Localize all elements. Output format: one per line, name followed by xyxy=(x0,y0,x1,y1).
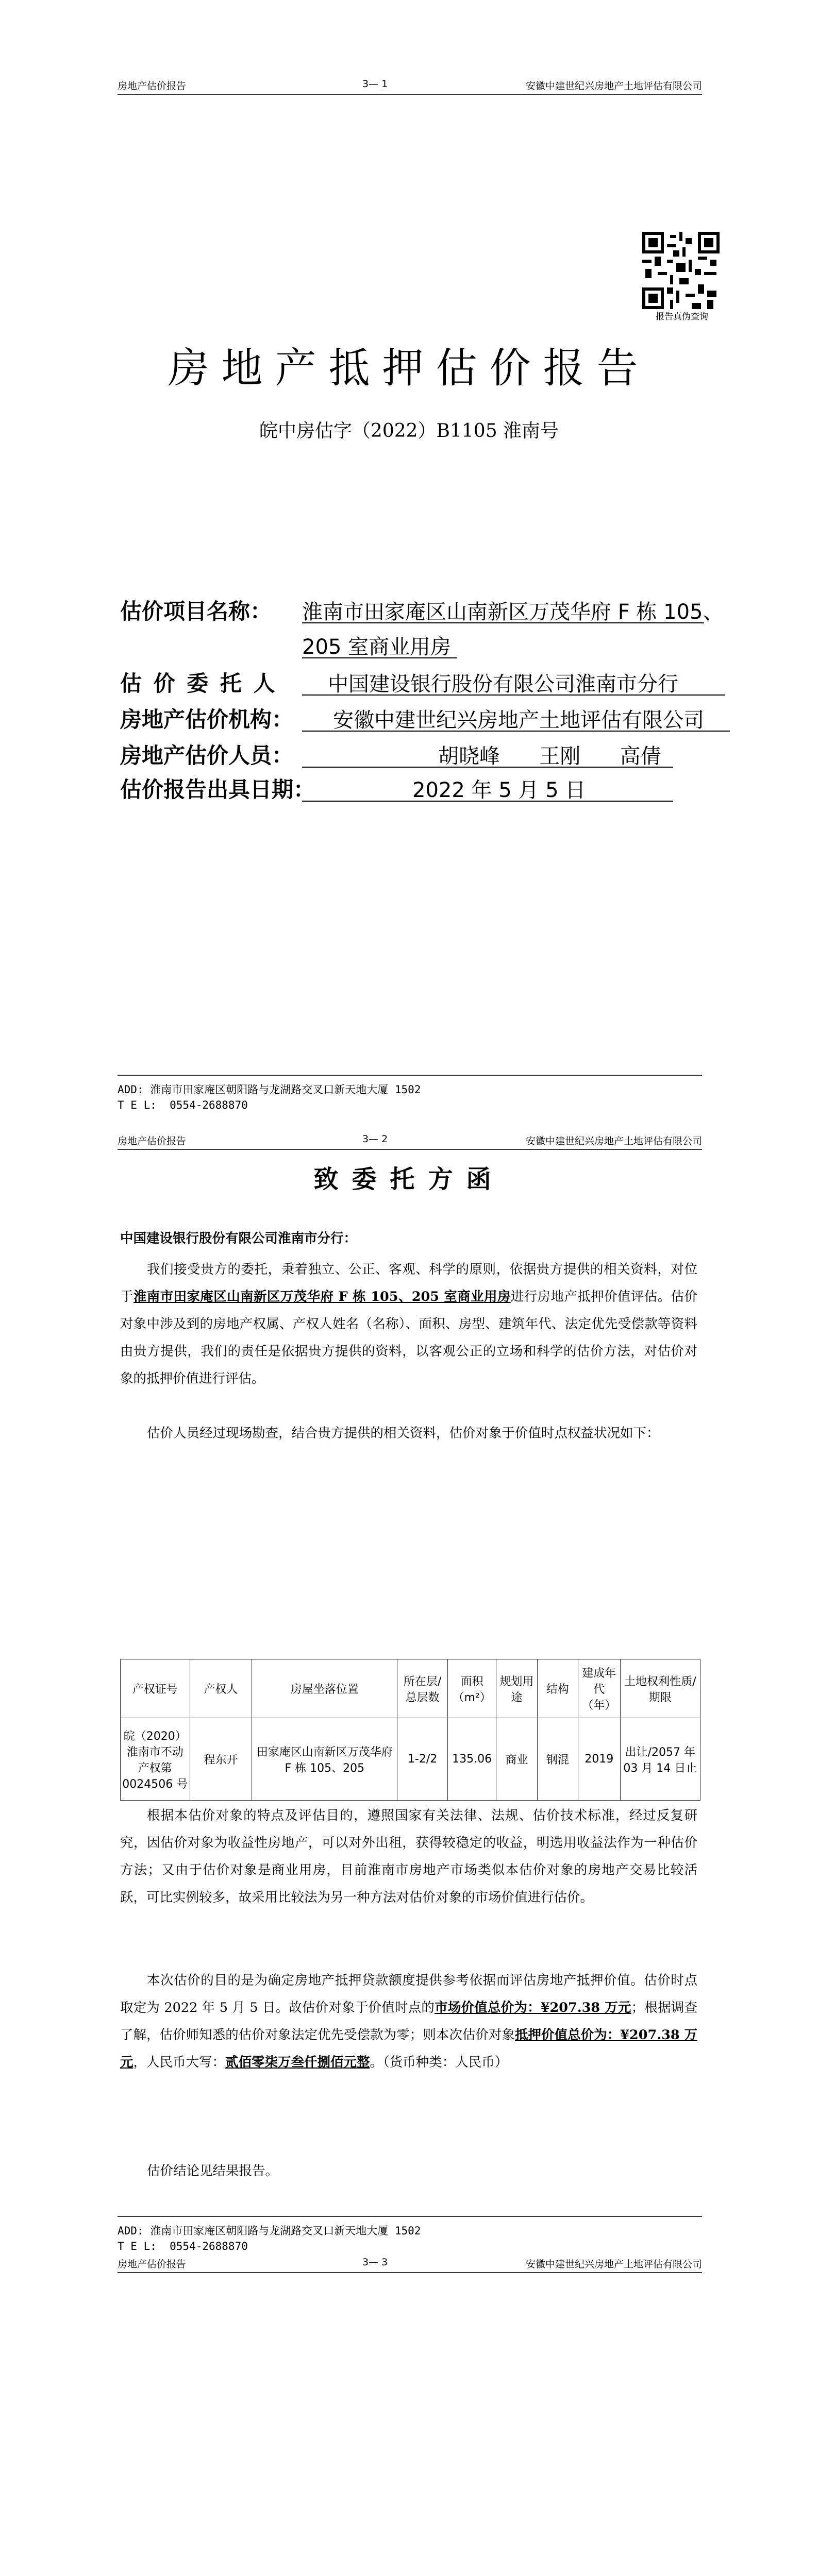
footer-address: ADD: 淮南市田家庵区朝阳路与龙湖路交叉口新天地大厦 1502 xyxy=(118,1083,421,1096)
field-label-project: 估价项目名称： xyxy=(120,599,272,624)
property-address: 淮南市田家庵区山南新区万茂华府 F 栋 105、205 室商业用房 xyxy=(133,1289,511,1304)
field-value-agency: 安徽中建世纪兴房地产土地评估有限公司 xyxy=(333,708,704,732)
page-cover xyxy=(0,0,818,1118)
table-cell: 出让/2057 年 03 月 14 日止 xyxy=(620,1718,700,1801)
table-cell: 2019 xyxy=(578,1718,620,1801)
table-header: 建成年代（年） xyxy=(578,1659,620,1718)
market-value: 市场价值总价为：¥207.38 万元 xyxy=(435,2000,631,2015)
report-reference-number: 皖中房估字（2022）B1105 淮南号 xyxy=(259,420,559,442)
header-left: 房地产估价报告 xyxy=(118,80,187,92)
page-footer xyxy=(118,1082,702,1113)
field-value-appraisers: 胡晓峰 王刚 高倩 xyxy=(438,744,661,768)
table-header: 产权证号 xyxy=(121,1659,190,1718)
underline xyxy=(302,767,673,768)
field-value-report-date: 2022 年 5 月 5 日 xyxy=(412,778,586,802)
page-footer xyxy=(118,2223,702,2254)
underline xyxy=(302,694,725,696)
footer-tel: T E L: 0554-2688870 xyxy=(118,2240,248,2252)
field-label-client: 估 价 委 托 人 xyxy=(120,671,277,696)
field-label-appraisers: 房地产估价人员： xyxy=(120,743,294,768)
field-label-agency: 房地产估价机构： xyxy=(120,707,294,732)
table-cell: 田家庵区山南新区万茂华府 F 栋 105、205 xyxy=(252,1718,397,1801)
letter-title: 致委托方函 xyxy=(313,1165,505,1194)
page-header xyxy=(118,77,702,95)
table-header: 产权人 xyxy=(190,1659,252,1718)
footer-tel: T E L: 0554-2688870 xyxy=(118,1099,248,1111)
letter-paragraph-2: 估价人员经过现场勘查，结合贵方提供的相关资料，估价对象于价值时点权益状况如下： xyxy=(147,1426,660,1441)
table-header: 土地权利性质/期限 xyxy=(620,1659,700,1718)
page-letter-body xyxy=(0,1118,818,2236)
letter-paragraph-4: 本次估价的目的是为确定房地产抵押贷款额度提供参考依据而评估房地产抵押价值。估价时点取定为 2022 年 5 月 5 日。故估价对象于价值时点的市场价值总价为：¥207.38 万元；根据调查了解，估价师知悉的估价对象法定优先受偿款为零；则本次估价对象抵押价值总价为：¥207.38 万元，人民币大写：贰佰零柒万叁仟捌佰元整。（货币种类：人民币） xyxy=(120,1973,697,2070)
field-value-project: 淮南市田家庵区山南新区万茂华府 F 栋 105、 xyxy=(302,600,724,624)
underline xyxy=(302,622,704,623)
table-header: 面积（m²） xyxy=(447,1659,496,1718)
letter-paragraph-1: 我们接受贵方的委托，秉着独立、公正、客观、科学的原则，依据贵方提供的相关资料，对位于淮南市田家庵区山南新区万茂华府 F 栋 105、205 室商业用房进行房地产抵押价值评估。估价对象中涉及到的房地产权属、产权人姓名（名称）、面积、房型、建筑年代、法定优先受偿款等资料由贵方提供，我们的责任是依据贵方提供的资料，以客观公正的立场和科学的估价方法，对估价对象的抵押价值进行评估。 xyxy=(120,1262,697,1386)
table-cell: 程东开 xyxy=(190,1718,252,1801)
underline xyxy=(302,657,457,658)
footer-address: ADD: 淮南市田家庵区朝阳路与龙湖路交叉口新天地大厦 1502 xyxy=(118,2225,421,2237)
table-cell: 商业 xyxy=(496,1718,537,1801)
header-page-number: 3— 3 xyxy=(362,2257,388,2268)
letter-addressee: 中国建设银行股份有限公司淮南市分行： xyxy=(120,1231,357,1246)
table-header: 房屋坐落位置 xyxy=(252,1659,397,1718)
qr-caption: 报告真伪查询 xyxy=(656,312,708,322)
field-label-report-date: 估价报告出具日期： xyxy=(120,777,315,802)
header-right: 安徽中建世纪兴房地产土地评估有限公司 xyxy=(525,80,702,92)
qr-code[interactable] xyxy=(642,232,720,309)
header-page-number: 3— 2 xyxy=(362,1133,388,1145)
table-cell: 1-2/2 xyxy=(397,1718,448,1801)
field-value-project-line2: 205 室商业用房 xyxy=(302,635,452,659)
underline xyxy=(302,801,673,802)
header-right: 安徽中建世纪兴房地产土地评估有限公司 xyxy=(525,1136,702,1147)
table-cell: 钢混 xyxy=(537,1718,578,1801)
header-right: 安徽中建世纪兴房地产土地评估有限公司 xyxy=(525,2259,702,2270)
report-title: 房地产抵押估价报告 xyxy=(168,344,650,392)
letter-paragraph-5: 估价结论见结果报告。 xyxy=(147,2163,279,2179)
page-header xyxy=(118,2256,702,2273)
table-cell: 135.06 xyxy=(447,1718,496,1801)
header-left: 房地产估价报告 xyxy=(118,2259,187,2270)
table-header: 结构 xyxy=(537,1659,578,1718)
header-left: 房地产估价报告 xyxy=(118,1136,187,1147)
table-cell: 皖（2020）淮南市不动产权第0024506 号 xyxy=(121,1718,190,1801)
mortgage-value: 抵押价值总价为：¥207.38 万元 xyxy=(120,2027,697,2070)
field-value-client: 中国建设银行股份有限公司淮南市分行 xyxy=(328,672,678,696)
header-page-number: 3— 1 xyxy=(362,78,388,90)
underline xyxy=(302,731,730,732)
table-header: 规划用途 xyxy=(496,1659,537,1718)
letter-paragraph-3: 根据本估价对象的特点及评估目的，遵照国家有关法律、法规、估价技术标准，经过反复研究，因估价对象为收益性房地产，可以对外出租，获得较稳定的收益，明选用收益法作为一种估价方法；又由于估价对象是商业用房，目前淮南市房地产市场类似本估价对象的房地产交易比较活跃，可比实例较多，故采用比较法为另一种方法对估价对象的市场价值进行估价。 xyxy=(120,1808,697,1905)
table-header: 所在层/总层数 xyxy=(397,1659,448,1718)
mortgage-value-in-words: 贰佰零柒万叁仟捌佰元整 xyxy=(225,2055,370,2070)
